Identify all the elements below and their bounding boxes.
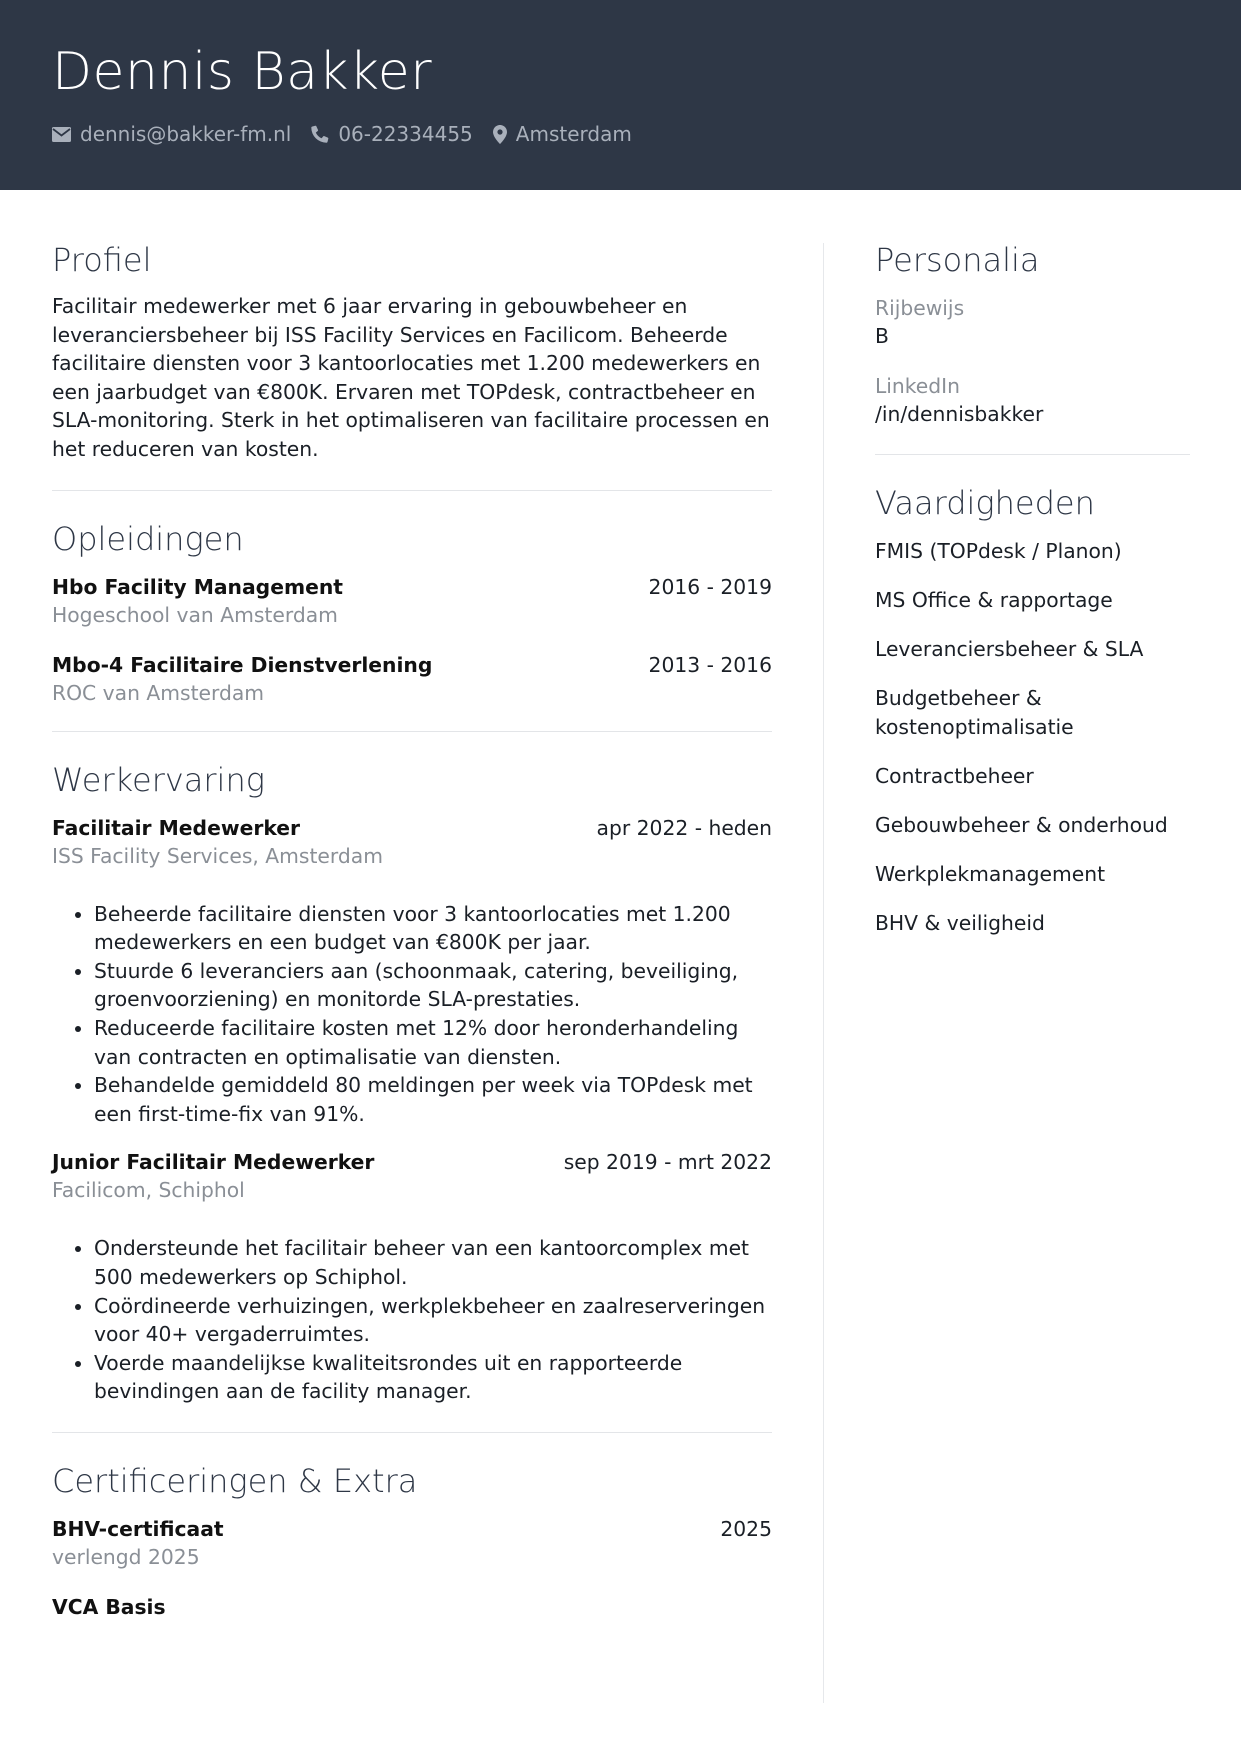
job-company: ISS Facility Services, Amsterdam	[52, 843, 383, 868]
candidate-name: Dennis Bakker	[52, 42, 433, 102]
certification-title: BHV-certificaat	[52, 1516, 224, 1541]
bullet-item: • Behandelde gemiddeld 80 meldingen per week via TOPdesk met een first-time-fix van 91%.	[94, 1071, 772, 1128]
personalia-value: B	[875, 324, 889, 348]
certification-item	[52, 1593, 772, 1621]
personalia-section	[875, 240, 1190, 428]
skills-list	[875, 537, 1190, 938]
personalia-item	[875, 372, 1190, 428]
education-date: 2013 - 2016	[648, 652, 772, 677]
section-title-profile: Profiel	[52, 241, 152, 279]
section-divider	[52, 731, 772, 732]
contact-bar	[52, 122, 632, 146]
bullet-item: • Stuurde 6 leveranciers aan (schoonmaak, catering, beveiliging, groenvoorziening) en monitorde SLA-prestaties.	[94, 957, 772, 1014]
skill-item: FMIS (TOPdesk / Planon)	[875, 539, 1122, 563]
bullet-item: • Ondersteunde het facilitair beheer van een kantoorcomplex met 500 medewerkers op Schiphol.	[94, 1234, 772, 1291]
skill-item: Leveranciersbeheer & SLA	[875, 637, 1144, 662]
certifications-section	[52, 1461, 772, 1621]
envelope-icon	[52, 127, 71, 142]
certification-note: verlengd 2025	[52, 1544, 200, 1569]
job-bullets	[52, 900, 772, 1129]
certification-item	[52, 1515, 772, 1571]
section-title-skills: Vaardigheden	[875, 484, 1095, 522]
section-title-education: Opleidingen	[52, 519, 244, 558]
section-title-certifications: Certificeringen & Extra	[52, 1461, 418, 1500]
certification-date: 2025	[720, 1516, 772, 1541]
linkedin-link[interactable]: /in/dennisbakker	[875, 402, 1044, 426]
education-school: ROC van Amsterdam	[52, 680, 265, 705]
skill-item: Werkplekmanagement	[875, 862, 1106, 887]
section-divider	[52, 490, 772, 491]
education-item	[52, 573, 772, 629]
phone-text: 06-22334455	[338, 122, 473, 146]
phone-icon	[311, 125, 329, 143]
skill-item: MS Office & rapportage	[875, 588, 1113, 613]
bullet-item: • Reduceerde facilitaire kosten met 12% door heronderhandeling van contracten en optimalisatie van diensten.	[94, 1014, 772, 1071]
bullet-item: • Voerde maandelijkse kwaliteitsrondes uit en rapporteerde bevindingen aan de facility manager.	[94, 1349, 772, 1406]
job-title: Facilitair Medewerker	[52, 815, 301, 840]
education-degree: Mbo-4 Facilitaire Dienstverlening	[52, 652, 433, 677]
map-pin-icon	[493, 125, 507, 144]
job-title: Junior Facilitair Medewerker	[52, 1150, 375, 1175]
education-item	[52, 651, 772, 707]
profile-section	[52, 240, 772, 464]
skill-item: Budgetbeheer & kostenoptimalisatie	[875, 686, 1074, 739]
skills-section	[875, 483, 1190, 938]
job-company: Facilicom, Schiphol	[52, 1178, 245, 1203]
main-column	[52, 240, 772, 1621]
section-divider	[875, 454, 1190, 455]
education-date: 2016 - 2019	[648, 574, 772, 599]
job-date: sep 2019 - mrt 2022	[563, 1150, 772, 1175]
section-title-personalia: Personalia	[875, 241, 1040, 279]
experience-section	[52, 760, 772, 1406]
sidebar-column	[875, 240, 1190, 958]
contact-location	[493, 122, 632, 146]
bullet-item: • Beheerde facilitaire diensten voor 3 kantoorlocaties met 1.200 medewerkers en een budget van €800K per jaar.	[94, 900, 772, 957]
contact-email[interactable]	[52, 122, 291, 146]
job-bullets	[52, 1234, 772, 1406]
experience-item	[52, 814, 772, 1129]
personalia-label: LinkedIn	[875, 374, 960, 398]
section-title-experience: Werkervaring	[52, 760, 265, 799]
section-divider	[52, 1432, 772, 1433]
certification-title: VCA Basis	[52, 1594, 166, 1619]
email-text: dennis@bakker-fm.nl	[80, 122, 292, 146]
personalia-item	[875, 294, 1190, 350]
skill-item: BHV & veiligheid	[875, 911, 1045, 936]
bullet-item: • Coördineerde verhuizingen, werkplekbeheer en zaalreserveringen voor 40+ vergaderruimtes.	[94, 1292, 772, 1349]
contact-phone[interactable]	[311, 122, 472, 146]
location-text: Amsterdam	[515, 122, 632, 146]
job-date: apr 2022 - heden	[596, 815, 772, 840]
education-school: Hogeschool van Amsterdam	[52, 602, 338, 627]
column-divider	[823, 243, 824, 1703]
skill-item: Contractbeheer	[875, 763, 1034, 788]
education-degree: Hbo Facility Management	[52, 574, 343, 599]
profile-summary: Facilitair medewerker met 6 jaar ervaring in gebouwbeheer en leveranciersbeheer bij ISS Facility Services en Facilicom. Beheerde facilitaire diensten voor 3 kantoorlocaties met 1.200 medewerkers en een jaarbudget van €800K. Ervaren met TOPdesk, contractbeheer en SLA-monitoring. Sterk in het optimaliseren van facilitaire processen en het reduceren van kosten.	[52, 294, 770, 461]
experience-item	[52, 1148, 772, 1406]
personalia-label: Rijbewijs	[875, 296, 965, 320]
resume-header	[0, 0, 1241, 190]
education-section	[52, 519, 772, 707]
skill-item: Gebouwbeheer & onderhoud	[875, 813, 1168, 838]
